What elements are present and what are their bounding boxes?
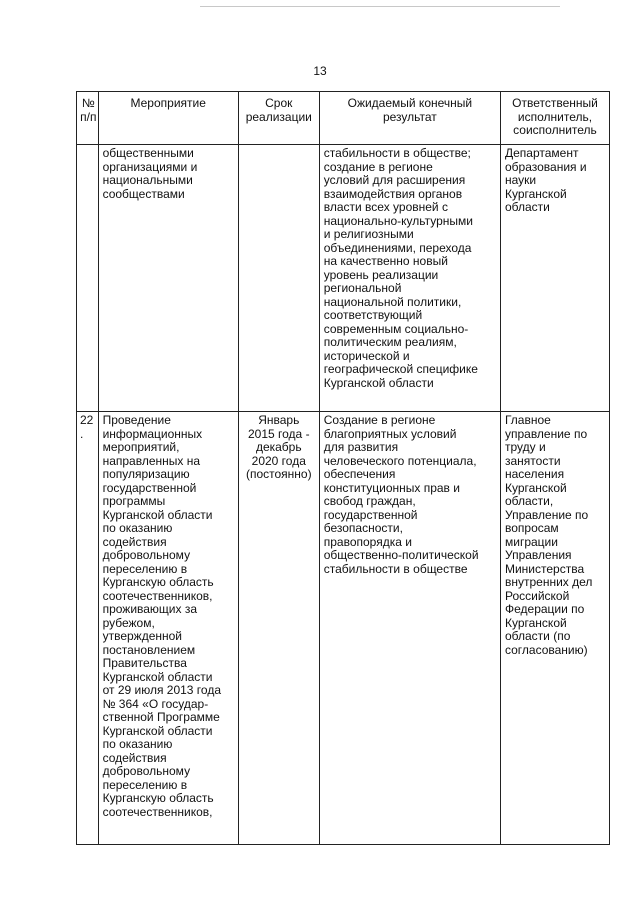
row-event: общественными организациями и национальными сообществами: [98, 145, 238, 412]
header-term: Срок реализации: [238, 92, 319, 145]
page-number: 13: [313, 64, 327, 78]
row-num: [77, 145, 99, 412]
scan-artifact-top: [200, 6, 560, 7]
table-row: [77, 145, 610, 412]
table-row: [77, 412, 610, 845]
row-responsible: Главное управление по труду и занятости населения Курганской области, Управление по вопросам миграции Управления Министерства внутренних дел Российской Федерации по Курганской области (по согласованию): [500, 412, 609, 845]
table-header-row: [77, 92, 610, 145]
header-responsible: Ответственный исполнитель, соисполнитель: [500, 92, 609, 145]
header-num: № п/п: [77, 92, 99, 145]
header-event: Мероприятие: [98, 92, 238, 145]
row-term: Январь 2015 года - декабрь 2020 года (постоянно): [238, 412, 319, 845]
row-event: Проведение информационных мероприятий, направленных на популяризацию государственной программы Курганской области по оказанию содействия добровольному переселению в Курганскую область соотечественников, проживающих за рубежом, утвержденной постановлением Правительства Курганской области от 29 июля 2013 года № 364 «О государ- ственной Программе Курганской области по оказанию содействия добровольному переселению в Курганскую область соотечественников,: [98, 412, 238, 845]
row-term: [238, 145, 319, 412]
row-num: 22.: [77, 412, 99, 845]
row-result: Создание в регионе благоприятных условий для развития человеческого потенциала, обеспечения конституционных прав и свобод граждан, государственной безопасности, правопорядка и общественно-политической стабильности в обществе: [319, 412, 500, 845]
header-result: Ожидаемый конечный результат: [319, 92, 500, 145]
row-result: стабильности в обществе; создание в регионе условий для расширения взаимодействия органов власти всех уровней с национально-культурными и религиозными объединениями, перехода на качественно новый уровень реализации региональной национальной политики, соответствующий современным социально- политическим реалиям, исторической и географической специфике Курганской области: [319, 145, 500, 412]
row-responsible: Департамент образования и науки Курганской области: [500, 145, 609, 412]
document-table: [76, 91, 610, 845]
